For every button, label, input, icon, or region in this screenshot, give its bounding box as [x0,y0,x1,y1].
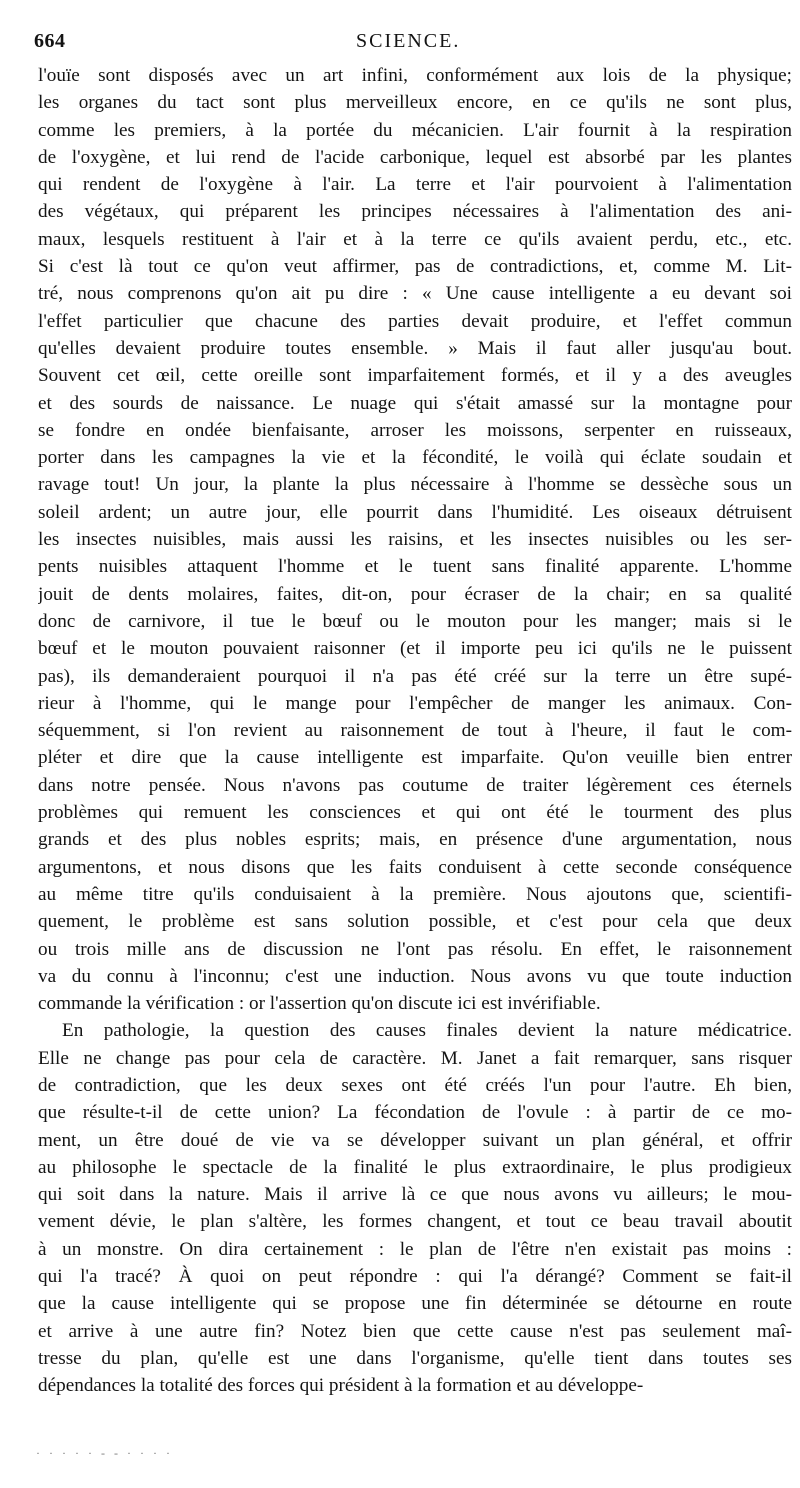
text-line: qui rendent de l'oxygène à l'air. La terre et l'air pourvoient à l'alimentation [38,174,792,196]
text-line: séquemment, si l'on revient au raisonnement de tout à l'heure, il faut le com- [38,720,792,742]
paragraph [38,1017,792,1399]
text-line: qui l'a tracé? À quoi on peut répondre : qui l'a dérangé? Comment se fait-il [38,1266,792,1288]
text-line: soleil ardent; un autre jour, elle pourrit dans l'humidité. Les oiseaux détruisent [38,501,792,523]
text-line: que la cause intelligente qui se propose une fin déterminée se détourne en route [38,1293,792,1315]
text-line: qui soit dans la nature. Mais il arrive là ce que nous avons vu ailleurs; le mou- [38,1184,792,1206]
text-line: tré, nous comprenons qu'on ait pu dire : « Une cause intelligente a eu devant soi [38,283,792,305]
text-line: porter dans les campagnes la vie et la fécondité, le voilà qui éclate soudain et [38,447,792,469]
text-line: Elle ne change pas pour cela de caractère. M. Janet a fait remarquer, sans risquer [38,1047,792,1069]
text-line: pas), ils demanderaient pourquoi il n'a pas été créé sur la terre un être supé- [38,665,792,687]
text-line: jouit de dents molaires, faites, dit-on, pour écraser de la chair; en sa qualité [38,583,792,605]
text-line: à un monstre. On dira certainement : le plan de l'être n'en existait pas moins : [38,1238,792,1260]
text-line: qu'elles devaient produire toutes ensemble. » Mais il faut aller jusqu'au bout. [38,337,792,359]
text-line: donc de carnivore, il tue le bœuf ou le mouton pour les manger; mais si le [38,610,792,632]
text-line: que résulte-t-il de cette union? La fécondation de l'ovule : à partir de ce mo- [38,1102,792,1124]
text-line: des végétaux, qui préparent les principes nécessaires à l'alimentation des ani- [38,201,792,223]
text-line: bœuf et le mouton pouvaient raisonner (et il importe peu ici qu'ils ne le puissent [38,638,792,660]
text-line: Souvent cet œil, cette oreille sont imparfaitement formés, et il y a des aveugles [38,365,792,387]
text-line: les organes du tact sont plus merveilleux encore, en ce qu'ils ne sont plus, [38,92,792,114]
text-line: de l'oxygène, et lui rend de l'acide carbonique, lequel est absorbé par les plantes [38,146,792,168]
text-line: rieur à l'homme, qui le mange pour l'empêcher de manger les animaux. Con- [38,692,792,714]
text-line: En pathologie, la question des causes finales devient la nature médicatrice. [62,1020,792,1042]
body-text [38,62,792,1400]
text-line: l'effet particulier que chacune des parties devait produire, et l'effet commun [38,310,792,332]
text-line: problèmes qui remuent les consciences et qui ont été le tourment des plus [38,802,792,824]
text-line: et des sourds de naissance. Le nuage qui s'était amassé sur la montagne pour [38,392,792,414]
text-line: et arrive à une autre fin? Notez bien que cette cause n'est pas seulement maî- [38,1320,792,1342]
text-line: commande la vérification : or l'assertion qu'on discute ici est invérifiable. [38,993,601,1015]
text-line: de contradiction, que les deux sexes ont été créés l'un pour l'autre. Eh bien, [38,1074,792,1096]
text-line: au philosophe le spectacle de la finalité le plus extraordinaire, le plus prodigieux [38,1156,792,1178]
footer-marks: · · · · · - - · · · · [36,1446,173,1460]
text-line: va du connu à l'inconnu; c'est une induction. Nous avons vu que toute induction [38,965,792,987]
text-line: les insectes nuisibles, mais aussi les raisins, et les insectes nuisibles ou les ser- [38,529,792,551]
text-line: maux, lesquels restituent à l'air et à la terre ce qu'ils avaient perdu, etc., etc. [38,228,792,250]
text-line: argumentons, et nous disons que les faits conduisent à cette seconde conséquence [38,856,792,878]
text-line: se fondre en ondée bienfaisante, arroser les moissons, serpenter en ruisseaux, [38,419,792,441]
text-line: ou trois mille ans de discussion ne l'ont pas résolu. En effet, le raisonnement [38,938,792,960]
text-line: ment, un être doué de vie va se développer suivant un plan général, et offrir [38,1129,792,1151]
page-number: 664 [34,30,66,52]
text-line: pléter et dire que la cause intelligente est imparfaite. Qu'on veuille bien entrer [38,747,792,769]
text-line: tresse du plan, qu'elle est une dans l'organisme, qu'elle tient dans toutes ses [38,1347,792,1369]
text-line: grands et des plus nobles esprits; mais, en présence d'une argumentation, nous [38,829,792,851]
running-head: SCIENCE. [356,30,461,52]
text-line: pents nuisibles attaquent l'homme et le tuent sans finalité apparente. L'homme [38,556,792,578]
text-line: Si c'est là tout ce qu'on veut affirmer, pas de contradictions, et, comme M. Lit- [38,256,792,278]
text-line: comme les premiers, à la portée du mécanicien. L'air fournit à la respiration [38,119,792,141]
text-line: dépendances la totalité des forces qui président à la formation et au développe- [38,1375,644,1397]
text-line: ravage tout! Un jour, la plante la plus nécessaire à l'homme se dessèche sous un [38,474,792,496]
paragraph [38,62,792,1017]
text-line: vement dévie, le plan s'altère, les formes changent, et tout ce beau travail aboutit [38,1211,792,1233]
page-header [34,30,794,58]
text-line: l'ouïe sont disposés avec un art infini, conformément aux lois de la physique; [38,65,792,86]
text-line: dans notre pensée. Nous n'avons pas coutume de traiter légèrement ces éternels [38,774,792,796]
text-line: au même titre qu'ils conduisaient à la première. Nous ajoutons que, scientifi- [38,883,792,905]
text-line: quement, le problème est sans solution possible, et c'est pour cela que deux [38,911,792,933]
